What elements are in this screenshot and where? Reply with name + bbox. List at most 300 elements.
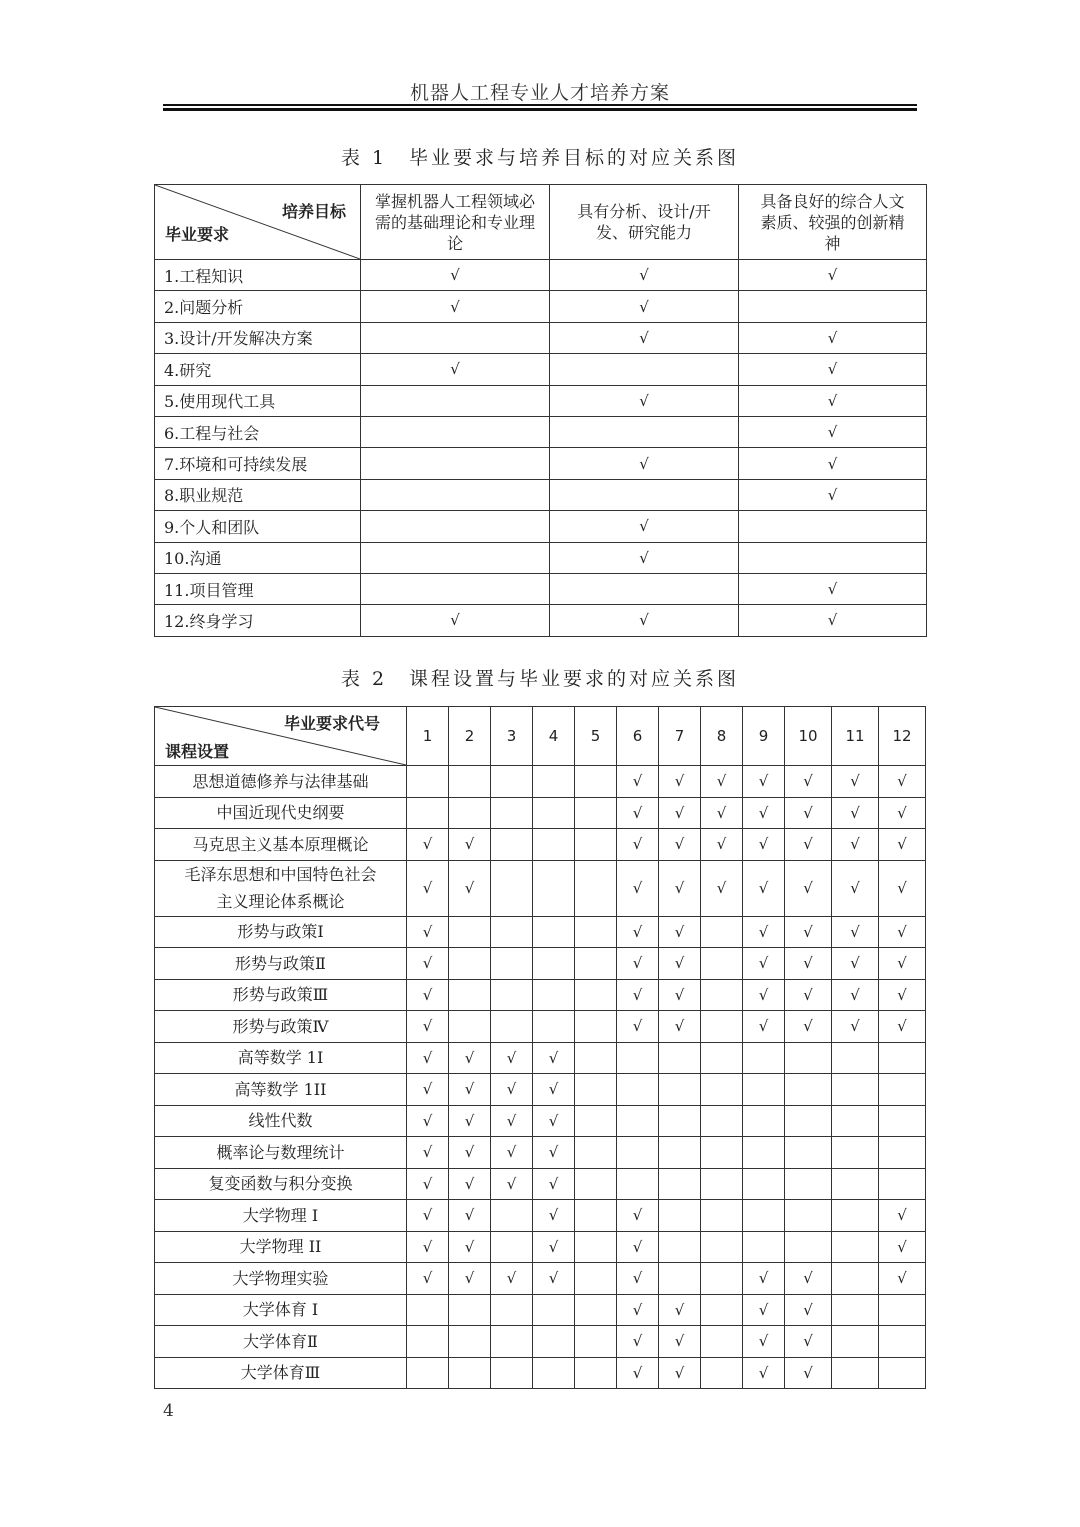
table1-row	[155, 354, 927, 385]
check-mark-cell: √	[785, 979, 832, 1011]
empty-cell	[701, 1011, 743, 1043]
check-mark-cell: √	[701, 797, 743, 829]
check-mark-cell: √	[407, 1105, 449, 1137]
empty-cell	[361, 322, 550, 353]
check-mark-cell: √	[743, 766, 785, 798]
empty-cell	[449, 797, 491, 829]
check-mark-cell: √	[617, 829, 659, 861]
table2-row	[155, 1326, 926, 1358]
check-mark-cell: √	[659, 979, 701, 1011]
empty-cell	[533, 1326, 575, 1358]
empty-cell	[617, 1137, 659, 1169]
empty-cell	[617, 1074, 659, 1106]
check-mark-cell: √	[449, 1137, 491, 1169]
empty-cell	[361, 385, 550, 416]
check-mark-cell: √	[743, 1294, 785, 1326]
table2-row	[155, 829, 926, 861]
check-mark-cell: √	[617, 979, 659, 1011]
check-mark-cell: √	[449, 1168, 491, 1200]
check-mark-cell: √	[491, 1263, 533, 1295]
check-mark-cell: √	[879, 860, 926, 916]
check-mark-cell: √	[659, 860, 701, 916]
empty-cell	[491, 1200, 533, 1232]
empty-cell	[491, 1231, 533, 1263]
empty-cell	[550, 354, 739, 385]
table2-corner-bottom-label: 课程设置	[165, 742, 230, 761]
empty-cell	[491, 1326, 533, 1358]
empty-cell	[879, 1137, 926, 1169]
empty-cell	[659, 1231, 701, 1263]
table2-row	[155, 916, 926, 948]
check-mark-cell: √	[533, 1137, 575, 1169]
empty-cell	[701, 1105, 743, 1137]
table1-row	[155, 605, 927, 636]
check-mark-cell: √	[550, 385, 739, 416]
check-mark-cell: √	[785, 1326, 832, 1358]
check-mark-cell: √	[832, 948, 879, 980]
check-mark-cell: √	[617, 1294, 659, 1326]
table1-caption: 表 1 毕业要求与培养目标的对应关系图	[340, 147, 740, 169]
table2-body	[155, 766, 926, 1389]
check-mark-cell: √	[533, 1074, 575, 1106]
empty-cell	[491, 1357, 533, 1389]
check-mark-cell: √	[407, 1200, 449, 1232]
empty-cell	[832, 1263, 879, 1295]
empty-cell	[659, 1105, 701, 1137]
empty-cell	[575, 916, 617, 948]
course-name: 形势与政策Ⅱ	[155, 948, 407, 980]
course-name: 高等数学 1I	[155, 1042, 407, 1074]
requirement-code-header: 3	[491, 707, 533, 766]
course-name: 大学体育Ⅲ	[155, 1357, 407, 1389]
empty-cell	[575, 1231, 617, 1263]
table1-row	[155, 448, 927, 479]
empty-cell	[739, 291, 927, 322]
check-mark-cell: √	[879, 1231, 926, 1263]
table1-corner-cell	[155, 185, 361, 260]
table2-row	[155, 1105, 926, 1137]
empty-cell	[879, 1074, 926, 1106]
empty-cell	[533, 829, 575, 861]
check-mark-cell: √	[832, 766, 879, 798]
check-mark-cell: √	[785, 829, 832, 861]
course-name-line: 毛泽东思想和中国特色社会	[184, 865, 377, 884]
table1-row	[155, 573, 927, 604]
empty-cell	[701, 1326, 743, 1358]
table2-row	[155, 948, 926, 980]
empty-cell	[832, 1105, 879, 1137]
check-mark-cell: √	[785, 797, 832, 829]
empty-cell	[533, 797, 575, 829]
empty-cell	[879, 1105, 926, 1137]
empty-cell	[575, 1326, 617, 1358]
table1-column-header: 具备良好的综合人文素质、较强的创新精神	[739, 185, 927, 260]
check-mark-cell: √	[533, 1231, 575, 1263]
empty-cell	[832, 1042, 879, 1074]
check-mark-cell: √	[785, 948, 832, 980]
table2-corner-top-label: 毕业要求代号	[283, 714, 380, 733]
table2-row	[155, 1042, 926, 1074]
empty-cell	[407, 766, 449, 798]
table2-row	[155, 1168, 926, 1200]
table2-corner-cell	[155, 707, 407, 766]
course-name: 高等数学 1II	[155, 1074, 407, 1106]
requirement-code-header: 10	[785, 707, 832, 766]
empty-cell	[785, 1042, 832, 1074]
check-mark-cell: √	[879, 766, 926, 798]
check-mark-cell: √	[879, 1011, 926, 1043]
empty-cell	[785, 1200, 832, 1232]
check-mark-cell: √	[491, 1137, 533, 1169]
table1-row	[155, 385, 927, 416]
empty-cell	[879, 1294, 926, 1326]
check-mark-cell: √	[739, 354, 927, 385]
check-mark-cell: √	[407, 979, 449, 1011]
empty-cell	[361, 542, 550, 573]
check-mark-cell: √	[449, 1074, 491, 1106]
check-mark-cell: √	[879, 979, 926, 1011]
empty-cell	[659, 1263, 701, 1295]
course-name-line: 主义理论体系概论	[216, 892, 345, 911]
check-mark-cell: √	[659, 797, 701, 829]
empty-cell	[533, 916, 575, 948]
table2-header-row	[155, 707, 926, 766]
check-mark-cell: √	[832, 797, 879, 829]
check-mark-cell: √	[617, 860, 659, 916]
empty-cell	[533, 766, 575, 798]
course-name: 大学物理实验	[155, 1263, 407, 1295]
check-mark-cell: √	[743, 829, 785, 861]
empty-cell	[575, 1137, 617, 1169]
empty-cell	[739, 511, 927, 542]
check-mark-cell: √	[617, 797, 659, 829]
empty-cell	[879, 1042, 926, 1074]
check-mark-cell: √	[785, 1294, 832, 1326]
course-name	[155, 860, 407, 916]
table2-row	[155, 1231, 926, 1263]
table1-column-header: 掌握机器人工程领域必需的基础理论和专业理论	[361, 185, 550, 260]
check-mark-cell: √	[361, 291, 550, 322]
check-mark-cell: √	[491, 1074, 533, 1106]
empty-cell	[701, 1200, 743, 1232]
empty-cell	[832, 1357, 879, 1389]
table2-row	[155, 1294, 926, 1326]
check-mark-cell: √	[491, 1105, 533, 1137]
check-mark-cell: √	[449, 860, 491, 916]
check-mark-cell: √	[743, 979, 785, 1011]
course-name: 思想道德修养与法律基础	[155, 766, 407, 798]
table2-row	[155, 1357, 926, 1389]
requirement-code-header: 1	[407, 707, 449, 766]
table2-row	[155, 797, 926, 829]
empty-cell	[617, 1168, 659, 1200]
check-mark-cell: √	[361, 605, 550, 636]
empty-cell	[701, 916, 743, 948]
check-mark-cell: √	[617, 1263, 659, 1295]
empty-cell	[550, 573, 739, 604]
empty-cell	[743, 1105, 785, 1137]
empty-cell	[449, 916, 491, 948]
empty-cell	[550, 479, 739, 510]
empty-cell	[575, 948, 617, 980]
empty-cell	[701, 1168, 743, 1200]
empty-cell	[701, 1231, 743, 1263]
empty-cell	[361, 479, 550, 510]
table1-row	[155, 260, 927, 291]
check-mark-cell: √	[617, 1231, 659, 1263]
check-mark-cell: √	[879, 1263, 926, 1295]
empty-cell	[575, 1200, 617, 1232]
check-mark-cell: √	[879, 916, 926, 948]
course-name: 概率论与数理统计	[155, 1137, 407, 1169]
course-name: 大学物理 II	[155, 1231, 407, 1263]
check-mark-cell: √	[407, 860, 449, 916]
check-mark-cell: √	[617, 1326, 659, 1358]
check-mark-cell: √	[617, 766, 659, 798]
empty-cell	[879, 1326, 926, 1358]
check-mark-cell: √	[659, 948, 701, 980]
empty-cell	[533, 979, 575, 1011]
empty-cell	[575, 1105, 617, 1137]
check-mark-cell: √	[449, 1263, 491, 1295]
check-mark-cell: √	[785, 1011, 832, 1043]
check-mark-cell: √	[550, 322, 739, 353]
empty-cell	[407, 1294, 449, 1326]
empty-cell	[879, 1168, 926, 1200]
check-mark-cell: √	[659, 1357, 701, 1389]
table1-row	[155, 416, 927, 447]
empty-cell	[361, 448, 550, 479]
check-mark-cell: √	[407, 948, 449, 980]
check-mark-cell: √	[407, 1074, 449, 1106]
check-mark-cell: √	[879, 1200, 926, 1232]
requirement-code-header: 9	[743, 707, 785, 766]
check-mark-cell: √	[407, 1042, 449, 1074]
check-mark-cell: √	[743, 1357, 785, 1389]
requirement-code-header: 8	[701, 707, 743, 766]
check-mark-cell: √	[743, 1011, 785, 1043]
empty-cell	[785, 1105, 832, 1137]
empty-cell	[575, 1042, 617, 1074]
graduation-requirement-label: 11.项目管理	[155, 573, 361, 604]
table2-row	[155, 860, 926, 916]
empty-cell	[361, 573, 550, 604]
empty-cell	[575, 766, 617, 798]
empty-cell	[701, 948, 743, 980]
empty-cell	[743, 1231, 785, 1263]
running-head: 机器人工程专业人才培养方案	[409, 82, 670, 104]
check-mark-cell: √	[407, 1011, 449, 1043]
check-mark-cell: √	[739, 605, 927, 636]
empty-cell	[701, 979, 743, 1011]
check-mark-cell: √	[879, 948, 926, 980]
empty-cell	[491, 860, 533, 916]
requirement-code-header: 12	[879, 707, 926, 766]
empty-cell	[659, 1137, 701, 1169]
empty-cell	[361, 511, 550, 542]
table1-graduation-vs-objectives	[154, 184, 927, 637]
table2-row	[155, 1200, 926, 1232]
check-mark-cell: √	[533, 1042, 575, 1074]
check-mark-cell: √	[739, 573, 927, 604]
empty-cell	[550, 416, 739, 447]
table2-row	[155, 979, 926, 1011]
graduation-requirement-label: 8.职业规范	[155, 479, 361, 510]
empty-cell	[701, 1294, 743, 1326]
empty-cell	[575, 1168, 617, 1200]
empty-cell	[701, 1137, 743, 1169]
check-mark-cell: √	[832, 979, 879, 1011]
empty-cell	[407, 1326, 449, 1358]
requirement-code-header: 11	[832, 707, 879, 766]
table2-row	[155, 1074, 926, 1106]
check-mark-cell: √	[407, 1231, 449, 1263]
check-mark-cell: √	[743, 916, 785, 948]
course-name: 形势与政策Ⅰ	[155, 916, 407, 948]
empty-cell	[832, 1074, 879, 1106]
course-name: 大学体育Ⅱ	[155, 1326, 407, 1358]
graduation-requirement-label: 5.使用现代工具	[155, 385, 361, 416]
course-name: 大学物理 I	[155, 1200, 407, 1232]
empty-cell	[575, 1263, 617, 1295]
check-mark-cell: √	[879, 829, 926, 861]
check-mark-cell: √	[739, 322, 927, 353]
check-mark-cell: √	[832, 829, 879, 861]
graduation-requirement-label: 1.工程知识	[155, 260, 361, 291]
check-mark-cell: √	[832, 916, 879, 948]
empty-cell	[575, 797, 617, 829]
check-mark-cell: √	[361, 260, 550, 291]
empty-cell	[491, 829, 533, 861]
empty-cell	[659, 1074, 701, 1106]
empty-cell	[617, 1105, 659, 1137]
check-mark-cell: √	[550, 260, 739, 291]
check-mark-cell: √	[491, 1042, 533, 1074]
check-mark-cell: √	[659, 1294, 701, 1326]
check-mark-cell: √	[533, 1105, 575, 1137]
check-mark-cell: √	[832, 860, 879, 916]
check-mark-cell: √	[407, 916, 449, 948]
check-mark-cell: √	[739, 479, 927, 510]
empty-cell	[491, 979, 533, 1011]
course-name: 形势与政策Ⅳ	[155, 1011, 407, 1043]
empty-cell	[491, 1294, 533, 1326]
empty-cell	[785, 1168, 832, 1200]
empty-cell	[449, 1294, 491, 1326]
graduation-requirement-label: 10.沟通	[155, 542, 361, 573]
table1-row	[155, 479, 927, 510]
check-mark-cell: √	[407, 829, 449, 861]
check-mark-cell: √	[617, 916, 659, 948]
page-number: 4	[163, 1401, 174, 1421]
empty-cell	[533, 1294, 575, 1326]
empty-cell	[832, 1326, 879, 1358]
empty-cell	[491, 916, 533, 948]
empty-cell	[449, 1326, 491, 1358]
check-mark-cell: √	[617, 948, 659, 980]
empty-cell	[743, 1200, 785, 1232]
requirement-code-header: 7	[659, 707, 701, 766]
table2-row	[155, 1263, 926, 1295]
check-mark-cell: √	[659, 766, 701, 798]
empty-cell	[491, 1011, 533, 1043]
check-mark-cell: √	[743, 1263, 785, 1295]
empty-cell	[533, 860, 575, 916]
empty-cell	[832, 1200, 879, 1232]
empty-cell	[659, 1042, 701, 1074]
check-mark-cell: √	[739, 260, 927, 291]
check-mark-cell: √	[533, 1168, 575, 1200]
empty-cell	[659, 1200, 701, 1232]
check-mark-cell: √	[533, 1263, 575, 1295]
check-mark-cell: √	[785, 1263, 832, 1295]
course-name: 复变函数与积分变换	[155, 1168, 407, 1200]
graduation-requirement-label: 9.个人和团队	[155, 511, 361, 542]
check-mark-cell: √	[785, 860, 832, 916]
empty-cell	[575, 1011, 617, 1043]
table1-row	[155, 542, 927, 573]
diagonal-line	[155, 185, 360, 259]
check-mark-cell: √	[617, 1357, 659, 1389]
empty-cell	[832, 1294, 879, 1326]
check-mark-cell: √	[659, 1011, 701, 1043]
empty-cell	[785, 1074, 832, 1106]
graduation-requirement-label: 6.工程与社会	[155, 416, 361, 447]
check-mark-cell: √	[550, 542, 739, 573]
check-mark-cell: √	[617, 1200, 659, 1232]
empty-cell	[407, 1357, 449, 1389]
check-mark-cell: √	[533, 1200, 575, 1232]
empty-cell	[832, 1168, 879, 1200]
check-mark-cell: √	[659, 829, 701, 861]
table1-corner-bottom-label: 毕业要求	[165, 225, 230, 244]
header-rule-thick	[163, 108, 917, 111]
check-mark-cell: √	[832, 1011, 879, 1043]
check-mark-cell: √	[449, 1231, 491, 1263]
requirement-code-header: 5	[575, 707, 617, 766]
check-mark-cell: √	[743, 1326, 785, 1358]
table1-corner-top-label: 培养目标	[281, 202, 346, 221]
check-mark-cell: √	[701, 766, 743, 798]
check-mark-cell: √	[659, 916, 701, 948]
empty-cell	[701, 1042, 743, 1074]
empty-cell	[575, 860, 617, 916]
check-mark-cell: √	[407, 1137, 449, 1169]
empty-cell	[533, 1011, 575, 1043]
empty-cell	[575, 1294, 617, 1326]
course-name: 大学体育 I	[155, 1294, 407, 1326]
table2-row	[155, 1011, 926, 1043]
empty-cell	[575, 1357, 617, 1389]
graduation-requirement-label: 7.环境和可持续发展	[155, 448, 361, 479]
check-mark-cell: √	[550, 511, 739, 542]
table1-row	[155, 291, 927, 322]
course-name: 马克思主义基本原理概论	[155, 829, 407, 861]
check-mark-cell: √	[361, 354, 550, 385]
empty-cell	[743, 1074, 785, 1106]
check-mark-cell: √	[617, 1011, 659, 1043]
check-mark-cell: √	[701, 829, 743, 861]
check-mark-cell: √	[449, 1200, 491, 1232]
table2-row	[155, 1137, 926, 1169]
empty-cell	[832, 1137, 879, 1169]
empty-cell	[785, 1137, 832, 1169]
course-name: 形势与政策Ⅲ	[155, 979, 407, 1011]
graduation-requirement-label: 2.问题分析	[155, 291, 361, 322]
check-mark-cell: √	[449, 1042, 491, 1074]
empty-cell	[617, 1042, 659, 1074]
table2-caption: 表 2 课程设置与毕业要求的对应关系图	[340, 668, 740, 690]
